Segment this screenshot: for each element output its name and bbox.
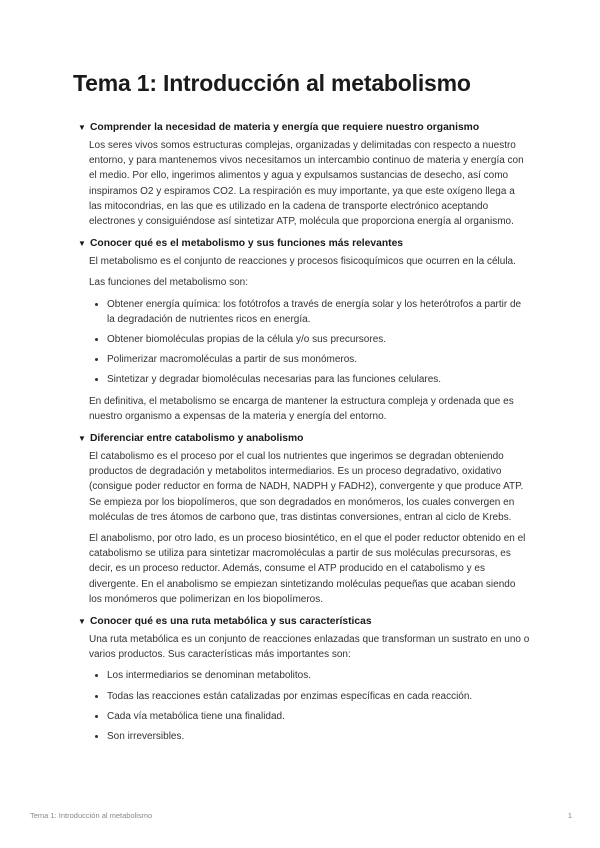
paragraph: El metabolismo es el conjunto de reacciones y procesos fisicoquímicos que ocurren en la célula. (89, 256, 516, 268)
triangle-down-icon[interactable]: ▼ (78, 433, 86, 443)
paragraph: El catabolismo es el proceso por el cual los nutrientes que ingerimos se degradan obteniendo productos de degradación y metabolitos intermediarios. Es un proceso degradativo, oxidativo (consigue poder reductor en forma de NADH, NADPH y FADH2), convergente y que produce ATP. Se empieza por los biopolímeros, que son degradados en monómeros, los cuales convergen en moléculas de tres átomos de carbono que, tras distintas conversiones, entran al ciclo de Krebs. (89, 451, 524, 523)
footer-title: Tema 1: Introducción al metabolismo (30, 811, 153, 820)
list-item: • Los intermediarios se denominan metabolitos. (107, 668, 530, 683)
content (78, 119, 530, 750)
triangle-down-icon[interactable]: ▼ (78, 616, 86, 626)
section-heading: Conocer qué es una ruta metabólica y sus características (90, 615, 372, 627)
section-3 (78, 430, 530, 607)
list-item: • Todas las reacciones están catalizadas por enzimas específicas en cada reacción. (107, 689, 530, 704)
list-item: • Sintetizar y degradar biomoléculas necesarias para las funciones celulares. (107, 372, 530, 387)
bullet-list (89, 668, 530, 744)
paragraph: En definitiva, el metabolismo se encarga de mantener la estructura compleja y ordenada que es nuestro organismo a expensas de la materia y energía del entorno. (89, 395, 514, 422)
paragraph: Las funciones del metabolismo son: (89, 277, 248, 289)
paragraph: Una ruta metabólica es un conjunto de reacciones enlazadas que transforman un sustrato en uno o varios productos. Sus características más importantes son: (89, 634, 530, 661)
section-body (78, 254, 530, 424)
list-item: • Son irreversibles. (107, 729, 530, 744)
triangle-down-icon[interactable]: ▼ (78, 122, 86, 132)
toggle-heading-3[interactable] (78, 430, 530, 446)
section-1 (78, 119, 530, 229)
section-heading: Comprender la necesidad de materia y energía que requiere nuestro organismo (90, 121, 480, 133)
section-2 (78, 235, 530, 424)
section-body (78, 632, 530, 744)
paragraph: Los seres vivos somos estructuras complejas, organizadas y delimitadas con respecto a nuestro entorno, y para mantenemos vivos necesitamos un intercambio continuo de materia y energía con el medio. Por ello, ingerimos alimentos y agua y expulsamos sustancias de desecho, así como inspiramos O2 y espiramos CO2. La respiración es muy importante, ya que este oxígeno llega a las mitocondrias, en las que es utilizado en la cadena de transporte electrónico aceptando electrones y consiguiéndose así sintetizar ATP, molécula que proporciona energía al organismo. (89, 140, 524, 228)
list-item: • Cada vía metabólica tiene una finalidad. (107, 709, 530, 724)
toggle-heading-1[interactable] (78, 119, 530, 135)
section-4 (78, 613, 530, 744)
toggle-heading-2[interactable] (78, 235, 530, 251)
section-heading: Diferenciar entre catabolismo y anabolismo (90, 432, 304, 444)
section-heading: Conocer qué es el metabolismo y sus funciones más relevantes (90, 237, 404, 249)
toggle-heading-4[interactable] (78, 613, 530, 629)
list-item: • Obtener biomoléculas propias de la célula y/o sus precursores. (107, 332, 530, 347)
section-body (78, 449, 530, 607)
section-body (78, 138, 530, 229)
paragraph: El anabolismo, por otro lado, es un proceso biosintético, en el que el poder reductor obtenido en el catabolismo se utiliza para sintetizar macromoléculas a partir de sus moléculas precursoras, es decir, es un proceso reductor. Además, consume el ATP producido en el catabolismo y es divergente. En el anabolismo se empiezan sintetizando moléculas pequeñas que acaban siendo los monómeros que polimerizan en los biopolímeros. (89, 533, 526, 605)
list-item: • Obtener energía química: los fotótrofos a través de energía solar y los heterótrofos a partir de la degradación de nutrientes ricos en energía. (107, 297, 530, 327)
page-title: Tema 1: Introducción al metabolismo (73, 70, 471, 96)
bullet-list (89, 297, 530, 388)
page-number: 1 (567, 811, 572, 820)
list-item: • Polimerizar macromoléculas a partir de sus monómeros. (107, 352, 530, 367)
triangle-down-icon[interactable]: ▼ (78, 238, 86, 248)
